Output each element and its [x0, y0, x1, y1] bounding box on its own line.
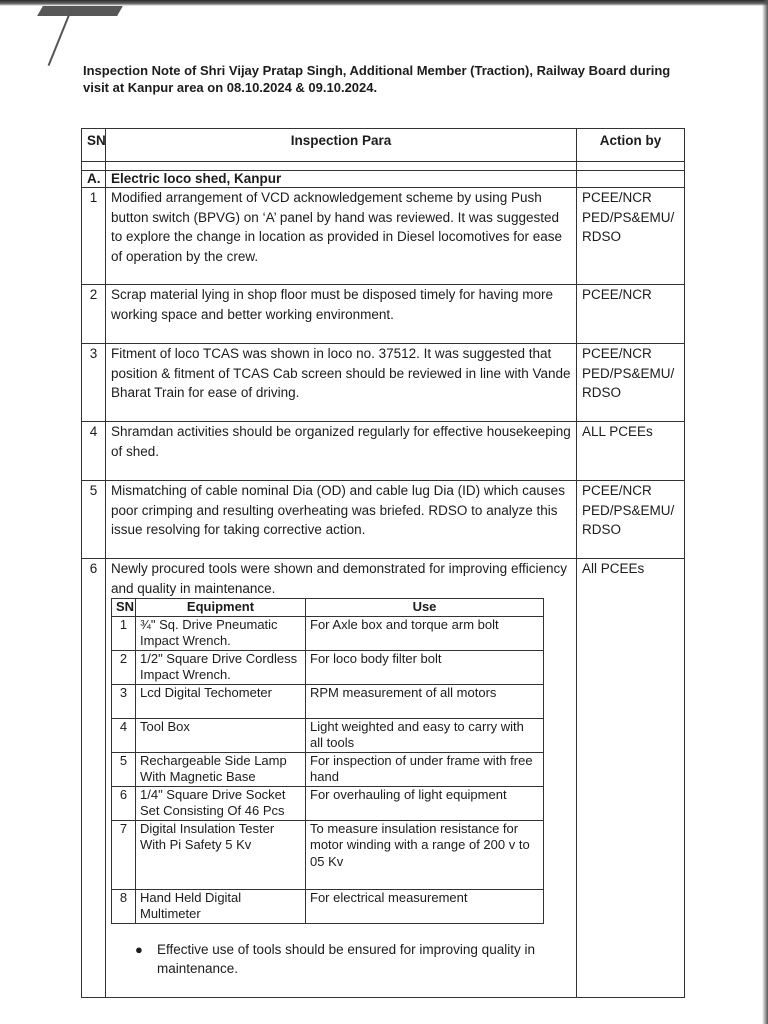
tool-use: For inspection of under frame with free hand [306, 752, 544, 786]
row-sn: 2 [82, 285, 106, 344]
tool-use: Light weighted and easy to carry with all tools [306, 718, 544, 752]
section-title: Electric loco shed, Kanpur [106, 171, 577, 188]
tool-sn: 5 [112, 752, 136, 786]
row-text: Newly procured tools were shown and demonstrated for improving efficiency and quality in maintenance. [111, 561, 567, 596]
tools-header-sn: SN [112, 599, 136, 617]
row-action: PCEE/NCR PED/PS&EMU/ RDSO [577, 481, 685, 559]
tool-use: For loco body filter bolt [306, 650, 544, 684]
tool-use: For overhauling of light equipment [306, 786, 544, 820]
tool-equipment: Lcd Digital Techometer [136, 684, 306, 718]
header-inspection-para: Inspection Para [106, 129, 577, 162]
tool-equipment: ¾" Sq. Drive Pneumatic Impact Wrench. [136, 616, 306, 650]
scan-edge-right [762, 0, 768, 1024]
bullet-icon: ● [135, 941, 143, 957]
tools-row [112, 820, 544, 889]
row-sn: 6 [82, 559, 106, 998]
table-row [82, 422, 685, 481]
table-row [82, 481, 685, 559]
header-sn: SN [82, 129, 106, 162]
row-text: Fitment of loco TCAS was shown in loco no. 37512. It was suggested that position & fitment of TCAS Cab screen should be reviewed in line with Vande Bharat Train for ease of driving. [106, 344, 577, 422]
row-text: Scrap material lying in shop floor must be disposed timely for having more working space and better working environment. [106, 285, 577, 344]
row-sn: 1 [82, 188, 106, 285]
tool-equipment: 1/4" Square Drive Socket Set Consisting Of 46 Pcs [136, 786, 306, 820]
tool-sn: 2 [112, 650, 136, 684]
tool-use: For Axle box and torque arm bolt [306, 616, 544, 650]
table-row [82, 559, 685, 998]
tool-sn: 4 [112, 718, 136, 752]
row-sn: 4 [82, 422, 106, 481]
tool-sn: 6 [112, 786, 136, 820]
tools-row [112, 684, 544, 718]
tools-row [112, 786, 544, 820]
row-action: PCEE/NCR PED/PS&EMU/ RDSO [577, 344, 685, 422]
row-text: Shramdan activities should be organized regularly for effective housekeeping of shed. [106, 422, 577, 481]
tools-row [112, 889, 544, 923]
row-text-tools [106, 559, 577, 998]
table-header-row [82, 129, 685, 162]
tool-sn: 3 [112, 684, 136, 718]
tools-row [112, 616, 544, 650]
tool-equipment: Tool Box [136, 718, 306, 752]
table-row [82, 188, 685, 285]
tool-equipment: Rechargeable Side Lamp With Magnetic Base [136, 752, 306, 786]
tools-header-row [112, 599, 544, 617]
row-sn: 5 [82, 481, 106, 559]
table-row [82, 344, 685, 422]
tool-sn: 7 [112, 820, 136, 889]
table-row [82, 285, 685, 344]
scan-line [48, 10, 72, 66]
section-row [82, 171, 685, 188]
tools-header-use: Use [306, 599, 544, 617]
tool-sn: 8 [112, 889, 136, 923]
tools-row [112, 650, 544, 684]
spacer-row [82, 162, 685, 171]
row-text: Modified arrangement of VCD acknowledgement scheme by using Push button switch (BPVG) on ‘A’ panel by hand was reviewed. It was suggested to explore the change in location as provided in Diesel locomotives for ease of operation by the crew. [106, 188, 577, 285]
tools-table [111, 598, 544, 924]
tool-equipment: Hand Held Digital Multimeter [136, 889, 306, 923]
row-action: PCEE/NCR PED/PS&EMU/ RDSO [577, 188, 685, 285]
row-sn: 3 [82, 344, 106, 422]
row-text: Mismatching of cable nominal Dia (OD) and cable lug Dia (ID) which causes poor crimping and resulting overheating was briefed. RDSO to analyze this issue resolving for taking corrective action. [106, 481, 577, 559]
tools-row [112, 718, 544, 752]
bullet-note [135, 940, 571, 978]
tool-use: To measure insulation resistance for motor winding with a range of 200 v to 05 Kv [306, 820, 544, 889]
header-action-by: Action by [577, 129, 685, 162]
bullet-text: Effective use of tools should be ensured for improving quality in maintenance. [157, 941, 535, 976]
tool-equipment: 1/2" Square Drive Cordless Impact Wrench. [136, 650, 306, 684]
row-action: PCEE/NCR [577, 285, 685, 344]
row-action: All PCEEs [577, 559, 685, 998]
tool-sn: 1 [112, 616, 136, 650]
tools-header-equipment: Equipment [136, 599, 306, 617]
inspection-table [81, 128, 685, 998]
tool-use: For electrical measurement [306, 889, 544, 923]
tool-equipment: Digital Insulation Tester With Pi Safety 5 Kv [136, 820, 306, 889]
tools-row [112, 752, 544, 786]
section-sn: A. [82, 171, 106, 188]
row-action: ALL PCEEs [577, 422, 685, 481]
document-title: Inspection Note of Shri Vijay Pratap Singh, Additional Member (Traction), Railway Board during visit at Kanpur area on 08.10.2024 & 09.10.2024. [83, 63, 671, 95]
scan-mark [37, 6, 123, 16]
tool-use: RPM measurement of all motors [306, 684, 544, 718]
